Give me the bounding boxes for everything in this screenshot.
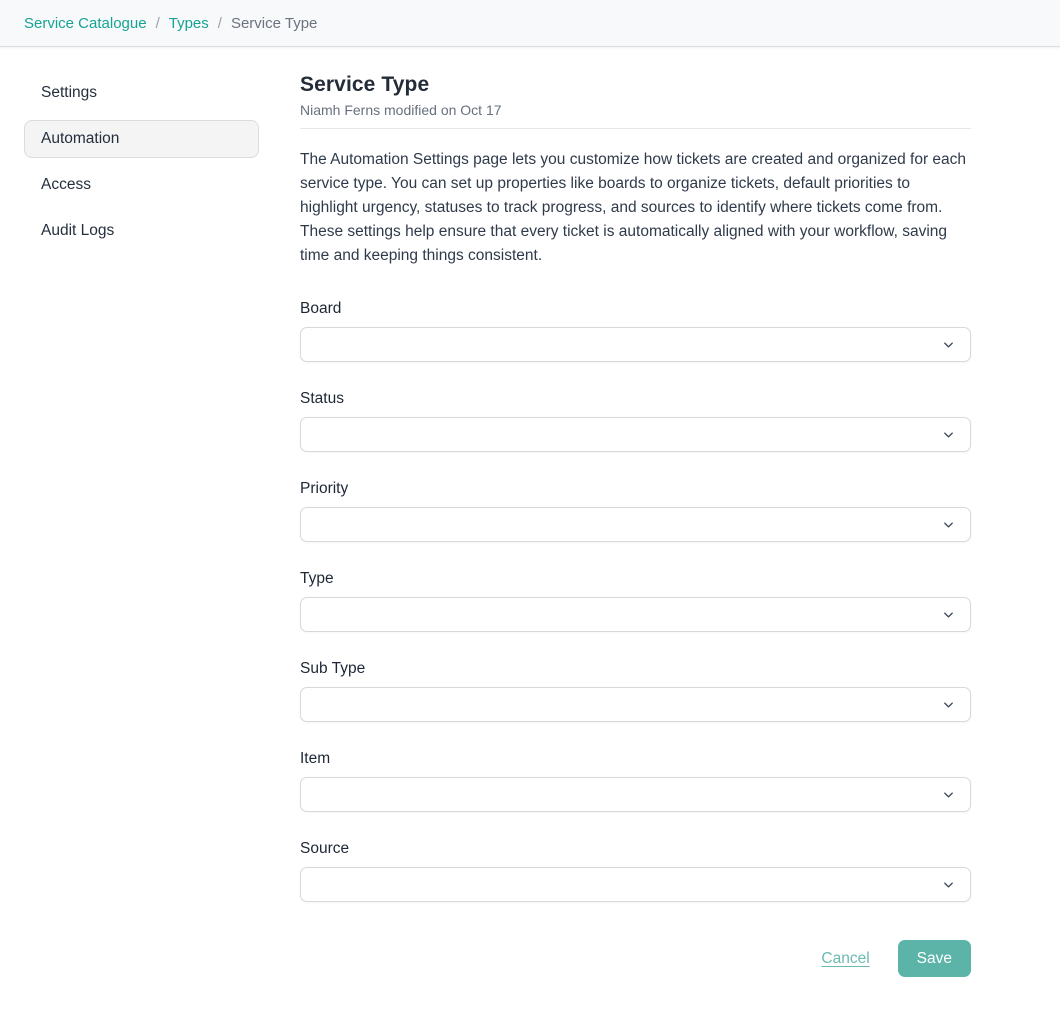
chevron-down-icon xyxy=(941,787,956,802)
sub-type-select[interactable] xyxy=(300,687,971,722)
automation-form xyxy=(300,300,971,1017)
breadcrumb-bar xyxy=(0,0,1060,47)
sidebar-item-audit-logs[interactable]: Audit Logs xyxy=(41,222,115,239)
chevron-down-icon xyxy=(941,427,956,442)
type-label: Type xyxy=(300,570,334,587)
field-type xyxy=(300,570,971,632)
priority-select[interactable] xyxy=(300,507,971,542)
sidebar xyxy=(24,47,259,258)
field-source xyxy=(300,840,971,902)
field-item xyxy=(300,750,971,812)
title-divider xyxy=(300,128,971,129)
chevron-down-icon xyxy=(941,607,956,622)
breadcrumb-link-types[interactable]: Types xyxy=(168,14,209,32)
sub-type-label: Sub Type xyxy=(300,660,366,677)
modified-info: Niamh Ferns modified on Oct 17 xyxy=(300,102,502,118)
chevron-down-icon xyxy=(941,517,956,532)
field-priority xyxy=(300,480,971,542)
board-select[interactable] xyxy=(300,327,971,362)
breadcrumb-link-service-catalogue[interactable]: Service Catalogue xyxy=(24,14,147,32)
cancel-button[interactable]: Cancel xyxy=(821,949,870,967)
source-select[interactable] xyxy=(300,867,971,902)
sidebar-item-automation[interactable]: Automation xyxy=(24,120,259,158)
chevron-down-icon xyxy=(941,697,956,712)
page-content xyxy=(0,47,1060,1017)
item-label: Item xyxy=(300,750,331,767)
breadcrumb xyxy=(24,15,317,32)
form-actions xyxy=(300,940,971,1017)
breadcrumb-separator: / xyxy=(217,14,222,32)
breadcrumb-separator: / xyxy=(155,14,160,32)
breadcrumb-current-service-type: Service Type xyxy=(230,14,318,32)
page-title: Service Type xyxy=(300,73,430,96)
field-board xyxy=(300,300,971,362)
description-text: The Automation Settings page lets you customize how tickets are created and organized for each service type. You can set up properties like boards to organize tickets, default priorities to highlight urgency, statuses to track progress, and sources to identify where tickets come from. These settings help ensure that every ticket is automatically aligned with your workflow, saving time and keeping things consistent. xyxy=(300,151,967,264)
type-select[interactable] xyxy=(300,597,971,632)
status-select[interactable] xyxy=(300,417,971,452)
status-label: Status xyxy=(300,390,344,407)
board-label: Board xyxy=(300,300,342,317)
sidebar-item-access[interactable]: Access xyxy=(41,176,91,193)
item-select[interactable] xyxy=(300,777,971,812)
priority-label: Priority xyxy=(300,480,349,497)
sidebar-item-settings[interactable]: Settings xyxy=(41,84,98,101)
chevron-down-icon xyxy=(941,877,956,892)
chevron-down-icon xyxy=(941,337,956,352)
source-label: Source xyxy=(300,840,350,857)
main-panel xyxy=(300,47,971,1017)
field-status xyxy=(300,390,971,452)
save-button[interactable]: Save xyxy=(898,940,971,977)
field-sub-type xyxy=(300,660,971,722)
